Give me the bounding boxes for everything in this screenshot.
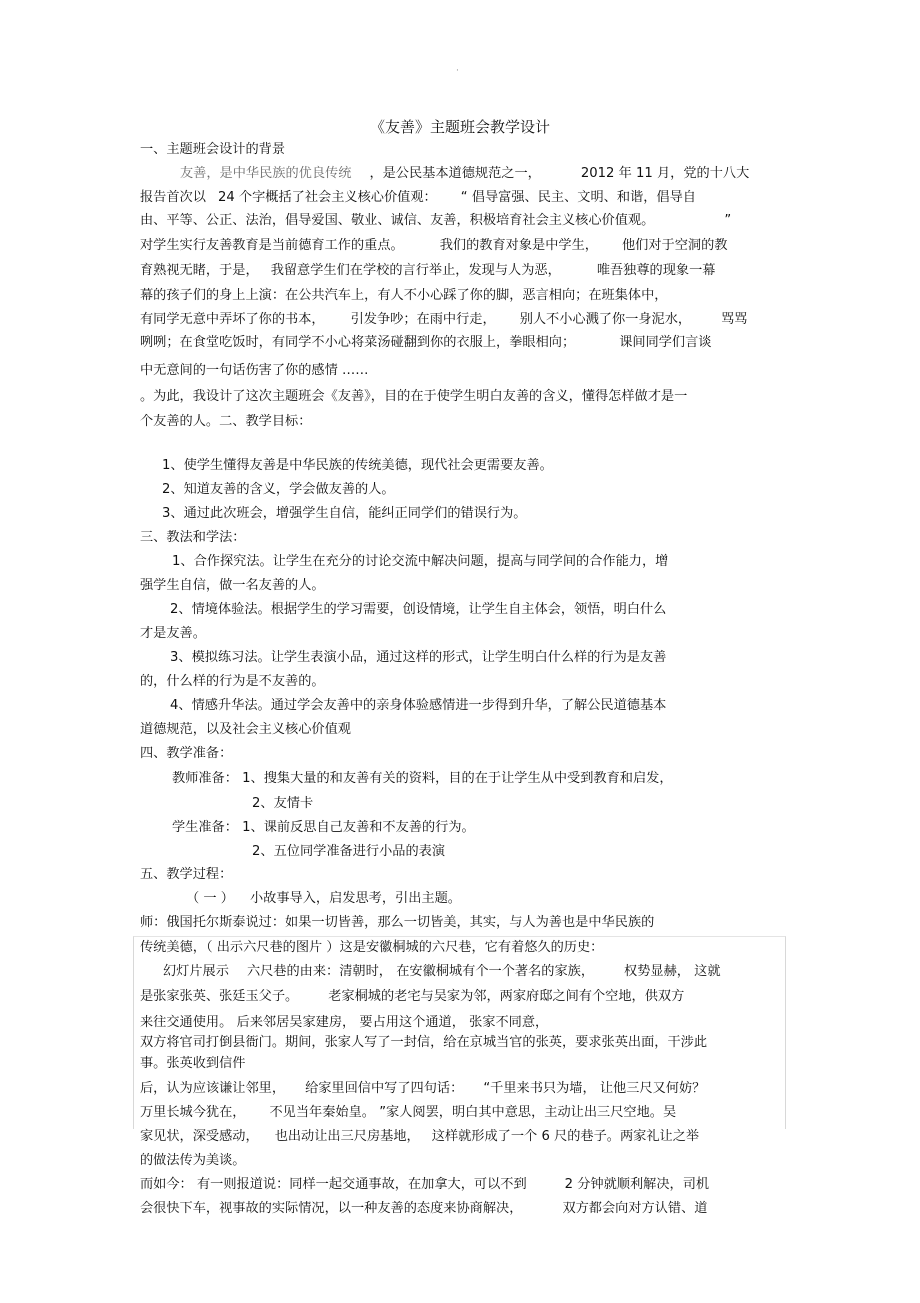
prep-line: 2、友情卡 [252,796,314,811]
paragraph-line: 幕的孩子们的身上上演：在公共汽车上，有人不小心踩了你的脚，恶言相向；在班集体中， [140,288,668,303]
paragraph-line: 咧咧；在食堂吃饭时，有同学不小心将菜汤碰翻到你的衣服上，拳眼相向； 课间同学们言谈 [140,335,712,350]
process-line: 传统美德，（ 出示六尺巷的图片 ）这是安徽桐城的六尺巷，它有着悠久的历史： [140,940,604,955]
process-line: 而如今： 有一则报道说：同样一起交通事故，在加拿大，可以不到 2 分钟就顺利解决，司机 [140,1177,710,1192]
paragraph-line: 。为此，我设计了这次主题班会《友善》，目的在于使学生明白友善的含义，懂得怎样做才是一 [140,389,688,404]
method-line: 2、情境体验法。根据学生的学习需要，创设情境，让学生自主体会，领悟，明白什么 [170,602,667,617]
method-line: 道德规范，以及社会主义核心价值观 [140,722,351,737]
section-heading-5: 五、教学过程： [140,867,233,882]
objective-item: 2、知道友善的含义，学会做友善的人。 [162,482,395,497]
prep-line: 2、五位同学准备进行小品的表演 [252,844,446,859]
objective-item: 1、使学生懂得友善是中华民族的传统美德，现代社会更需要友善。 [162,458,553,473]
paragraph-line: 有同学无意中弄坏了你的书本， 引发争吵；在雨中行走， 别人不小心溅了你一身泥水， 骂骂 [140,312,748,327]
process-line: 师：俄国托尔斯泰说过：如果一切皆善，那么一切皆美，其实，与人为善也是中华民族的 [140,915,655,930]
process-line: 家见状，深受感动， 也出动让出三尺房基地， 这样就形成了一个 6 尺的巷子。两家礼让之举 [140,1129,700,1144]
paragraph-line: 对学生实行友善教育是当前德育工作的重点。 我们的教育对象是中学生， 他们对于空洞的教 [140,238,728,253]
section-heading-4: 四、教学准备： [140,746,233,761]
process-line: 后，认为应该谦让邻里， 给家里回信中写了四句话： “千里来书只为墙， 让他三尺又何妨？ [140,1081,706,1096]
process-line: 事。张英收到信件 [140,1056,246,1071]
method-line: 4、情感升华法。通过学会友善中的亲身体验感情进一步得到升华，了解公民道德基本 [170,698,667,713]
section-heading-1: 一、主题班会设计的背景 [140,142,286,157]
method-line: 才是友善。 [140,626,206,641]
prep-line: 学生准备： 1、课前反思自己友善和不友善的行为。 [172,820,475,835]
process-line: 万里长城今犹在， 不见当年秦始皇。 ”家人阅罢，明白其中意思，主动让出三尺空地。吴 [140,1105,677,1120]
paragraph-line: 中无意间的一句话伤害了你的感情 …… [140,363,369,378]
process-line: 幻灯片展示 六尺巷的由来：清朝时， 在安徽桐城有个一个著名的家族， 权势显赫， 这就 [163,964,721,979]
document-title: 《友善》主题班会教学设计 [369,118,550,136]
process-line: 是张家张英、张廷玉父子。 老家桐城的老宅与吴家为邻，两家府邸之间有个空地，供双方 [140,989,685,1004]
paragraph-line: 个友善的人。二、教学目标： [140,414,312,429]
prep-line: 教师准备： 1、搜集大量的和友善有关的资料，目的在于让学生从中受到教育和启发， [172,771,673,786]
paragraph-line: 友善，是中华民族的优良传统 ，是公民基本道德规范之一， 2012 年 11 月，党的十八大 [180,166,750,181]
method-line: 的，什么样的行为是不友善的。 [140,674,325,689]
process-line: 会很快下车，视事故的实际情况，以一种友善的态度来协商解决， 双方都会向对方认错、道 [140,1201,708,1216]
method-line: 1、合作探究法。让学生在充分的讨论交流中解决问题，提高与同学间的合作能力，增 [172,554,669,569]
method-line: 3、模拟练习法。让学生表演小品，通过这样的形式，让学生明白什么样的行为是友善 [170,650,667,665]
process-line: 双方将官司打倒县衙门。期间，张家人写了一封信，给在京城当官的张英，要求张英出面，干涉此 [140,1035,708,1050]
paragraph-line: 报告首次以 24 个字概括了社会主义核心价值观： “ 倡导富强、民主、文明、和谐，倡导自 [140,190,696,205]
section-heading-3: 三、教法和学法： [140,530,246,545]
paragraph-line: 由、平等、公正、法治，倡导爱国、敬业、诚信、友善，积极培育社会主义核心价值观。 ” [140,213,732,228]
process-line: （ 一 ） 小故事导入，启发思考，引出主题。 [186,891,461,906]
method-line: 强学生自信，做一名友善的人。 [140,578,325,593]
process-line: 来往交通使用。 后来邻居吴家建房， 要占用这个通道， 张家不同意， [140,1015,549,1030]
objective-item: 3、通过此次班会，增强学生自信，能纠正同学们的错误行为。 [162,506,527,521]
process-line: 的做法传为美谈。 [140,1153,246,1168]
page-marker: · [456,66,459,76]
paragraph-line: 育熟视无睹，于是， 我留意学生们在学校的言行举止，发现与人为恶， 唯吾独尊的现象一幕 [140,263,716,278]
